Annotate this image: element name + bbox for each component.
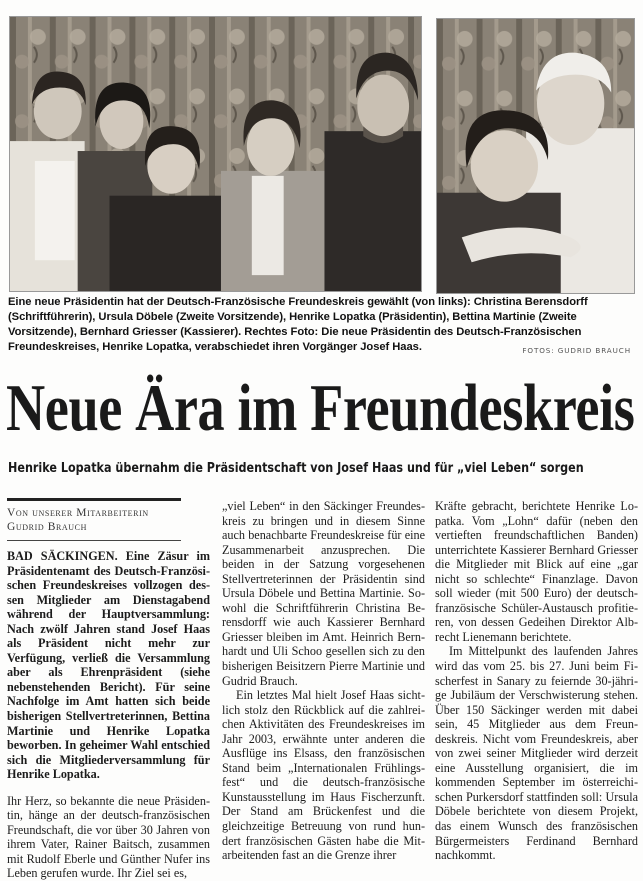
photo-caption: Eine neue Präsidentin hat der Deutsch-Französische Freundeskreis gewählt (von links): Christina Berensdorff (Schriftführerin), Ursula Döbele (Zweite Vorsitzende), Henrike Lopatka (Präsidentin), Bettina Martinie (Zweite Vorsitzende), Bernhard Griesser (Kassierer). Rechtes Foto: Die neue Präsidentin des Deutsch-Französischen Freundeskreises, Henrike Lopatka, verabschiedet ihren Vorgänger Josef Haas. — [8, 296, 588, 353]
subheadline: Henrike Lopatka übernahm die Präsidentschaft von Josef Haas und für „viel Leben“ sorgen — [8, 461, 584, 476]
farewell-photo — [436, 18, 635, 294]
article-paragraph: Im Mittelpunkt des laufenden Jahres wird das vom 25. bis 27. Juni beim Fischerfest in Sanary zu feiernde 30-jährige Jubiläum der Verschwisterung stehen. Über 150 Säckinger werden mit dabei sein, 45 Mitglieder aus dem Freundeskreis. Nicht vom Freundeskreis, aber von zwei seiner Mitglieder wird derzeit eine Ausstellung organisiert, die im kommenden September im österreichischen Purkersdorf stattfinden soll: Ursula Döbele berichtete von diesem Projekt, das einem Wunsch des französischen Bürgermeisters Ferdinand Bernhard nachkommt. — [435, 644, 638, 863]
group-photo-image — [10, 17, 421, 291]
article-lead-paragraph: BAD SÄCKINGEN. Eine Zäsur im Präsidentenamt des Deutsch-Französischen Freundeskreises vollzogen dessen Mitglieder am Dienstagabend während der Hauptversammlung: Nach zwölf Jahren stand Josef Haas als Präsident nicht mehr zur Verfügung, verließ die Versammlung aber als Ehrenpräsident (siehe nebenstehenden Bericht). Für seine Nachfolge im Amt hatten sich beide bisherigen Stellvertreterinnen, Bettina Martinie und Henrike Lopatka beworben. In geheimer Wahl entschied sich die Mitgliederversammlung für Henrike Lopatka. — [7, 549, 210, 782]
article-paragraph: Ihr Herz, so bekannte die neue Präsidentin, hänge an der deutsch-französischen Freundschaft, die vor über 30 Jahren von ihrem Vater, Rainer Baitsch, zusammen mit Rudolf Eberle und Günther Nufer ins Leben gerufen wurde. Ihr Ziel sei es, — [7, 793, 210, 881]
byline-rule-bottom — [7, 540, 181, 541]
byline-author: Gudrid Brauch — [7, 520, 87, 533]
article-paragraph: „viel Leben“ in den Säckinger Freundeskreis zu bringen und in diesem Sinne auch benachbarte Freundeskreise für eine Zusammenarbeit anzusprechen. Die beiden in der Satzung vorgesehenen Stellvertreterinnen der Präsidentin sind Ursula Döbele und Bettina Martinie. Sowohl die Schriftführerin Christina Berensdorff wie auch Kassierer Bernhard Griesser bleiben im Amt. Heinrich Bernhardt und Uli Schoo gesellen sich zu den bisherigen Beisitzern Pierre Martinie und Gudrid Brauch. — [222, 499, 425, 688]
article-paragraph: Ein letztes Mal hielt Josef Haas sichtlich stolz den Rückblick auf die zahlreichen Aktivitäten des Freundeskreises im Jahr 2003, erwähnte unter anderen die Ausflüge ins Elsass, den französischen Stand beim „Internationalen Frühlingsfest“ und die deutsch-französische Kunstausstellung im Haus Fischerzunft. Der Stand am Brückenfest und die gleichzeitige Betreuung von rund hundert französischen Gästen habe die Mitarbeitenden fast an die Grenze ihrer — [222, 688, 425, 863]
article-column-3 — [435, 499, 638, 863]
article-paragraph: Kräfte gebracht, berichtete Henrike Lopatka. Vom „Lohn“ dafür (neben den vertieften freundschaftlichen Banden) unterrichtete Kassierer Bernhard Griesser die Mitglieder mit Blick auf eine „gar nicht so schlechte“ Finanzlage. Davon soll wieder (mit 500 Euro) der deutsch-französische Schüler-Austausch profitieren, von dessen Gedeihen Direktor Albrecht Lienemann berichtete. — [435, 499, 638, 644]
article-column-1 — [7, 498, 210, 881]
byline-role: Von unserer Mitarbeiterin — [7, 507, 149, 519]
group-photo — [9, 16, 422, 292]
byline — [7, 507, 210, 534]
photo-credit: FOTOS: GUDRID BRAUCH — [522, 346, 631, 355]
farewell-photo-image — [437, 19, 634, 293]
headline: Neue Ära im Freundeskreis — [6, 371, 635, 445]
article-column-2 — [222, 499, 425, 863]
byline-rule-top — [7, 498, 181, 501]
